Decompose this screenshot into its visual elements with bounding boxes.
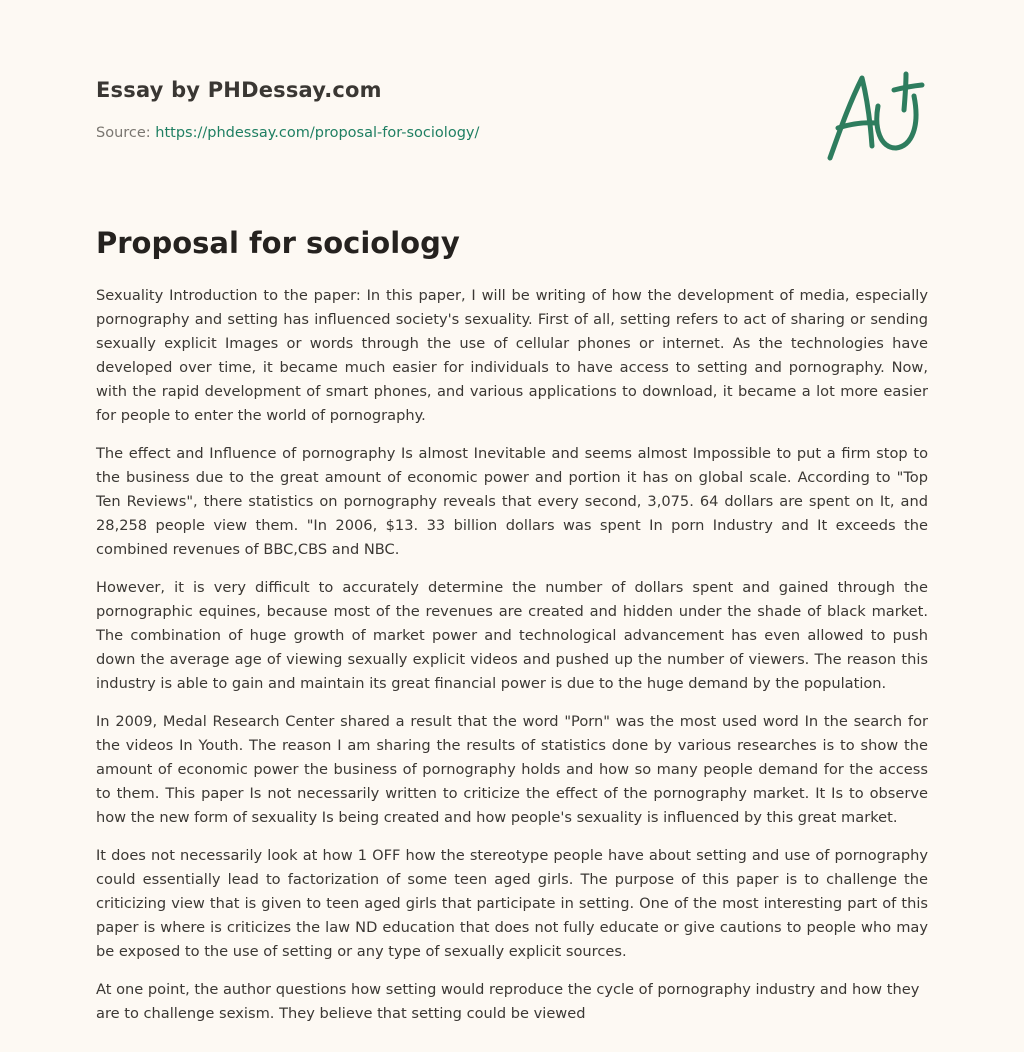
site-brand: Essay by PHDessay.com	[96, 78, 382, 102]
paragraph: It does not necessarily look at how 1 OFF how the stereotype people have about setting and use of pornography could essentially lead to factorization of some teen aged girls. The purpose of this paper is to challenge the criticizing view that is given to teen aged girls that participate in setting. One of the most interesting part of this paper is where is criticizes the law ND education that does not fully educate or give cautions to people who may be exposed to the use of setting or any type of sexually explicit sources.	[96, 847, 928, 960]
paragraph: In 2009, Medal Research Center shared a result that the word "Porn" was the most used word In the search for the videos In Youth. The reason I am sharing the results of statistics done by various researches is to show the amount of economic power the business of pornography holds and how so many people demand for the access to them. This paper Is not necessarily written to criticize the effect of the pornography market. It Is to observe how the new form of sexuality Is being created and how people's sexuality is influenced by this great market.	[96, 713, 928, 826]
paragraph: However, it is very difficult to accurately determine the number of dollars spent and gained through the pornographic equines, because most of the revenues are created and hidden under the shade of black market. The combination of huge growth of market power and technological advancement has even allowed to push down the average age of viewing sexually explicit videos and pushed up the number of viewers. The reason this industry is able to gain and maintain its great financial power is due to the huge demand by the population.	[96, 579, 928, 692]
source-label: Source:	[96, 125, 156, 141]
a-plus-grade-icon	[824, 66, 928, 166]
essay-body	[96, 284, 928, 1040]
source-line	[96, 125, 479, 141]
paragraph: At one point, the author questions how setting would reproduce the cycle of pornography industry and how they are to challenge sexism. They believe that setting could be viewed	[96, 981, 920, 1022]
page-header	[96, 0, 928, 200]
essay-title: Proposal for sociology	[96, 226, 460, 260]
paragraph: The effect and Influence of pornography Is almost Inevitable and seems almost Impossible to put a firm stop to the business due to the great amount of economic power and portion it has on global scale. According to "Top Ten Reviews", there statistics on pornography reveals that every second, 3,075. 64 dollars are spent on It, and 28,258 people view them. "In 2006, $13. 33 billion dollars was spent In porn Industry and It exceeds the combined revenues of BBC,CBS and NBC.	[96, 445, 928, 558]
source-link[interactable]: https://phdessay.com/proposal-for-sociology/	[155, 125, 480, 141]
essay-page	[96, 0, 928, 1022]
paragraph: Sexuality Introduction to the paper: In this paper, I will be writing of how the development of media, especially pornography and setting has influenced society's sexuality. First of all, setting refers to act of sharing or sending sexually explicit Images or words through the use of cellular phones or internet. As the technologies have developed over time, it became much easier for individuals to have access to setting and pornography. Now, with the rapid development of smart phones, and various applications to download, it became a lot more easier for people to enter the world of pornography.	[96, 287, 928, 424]
